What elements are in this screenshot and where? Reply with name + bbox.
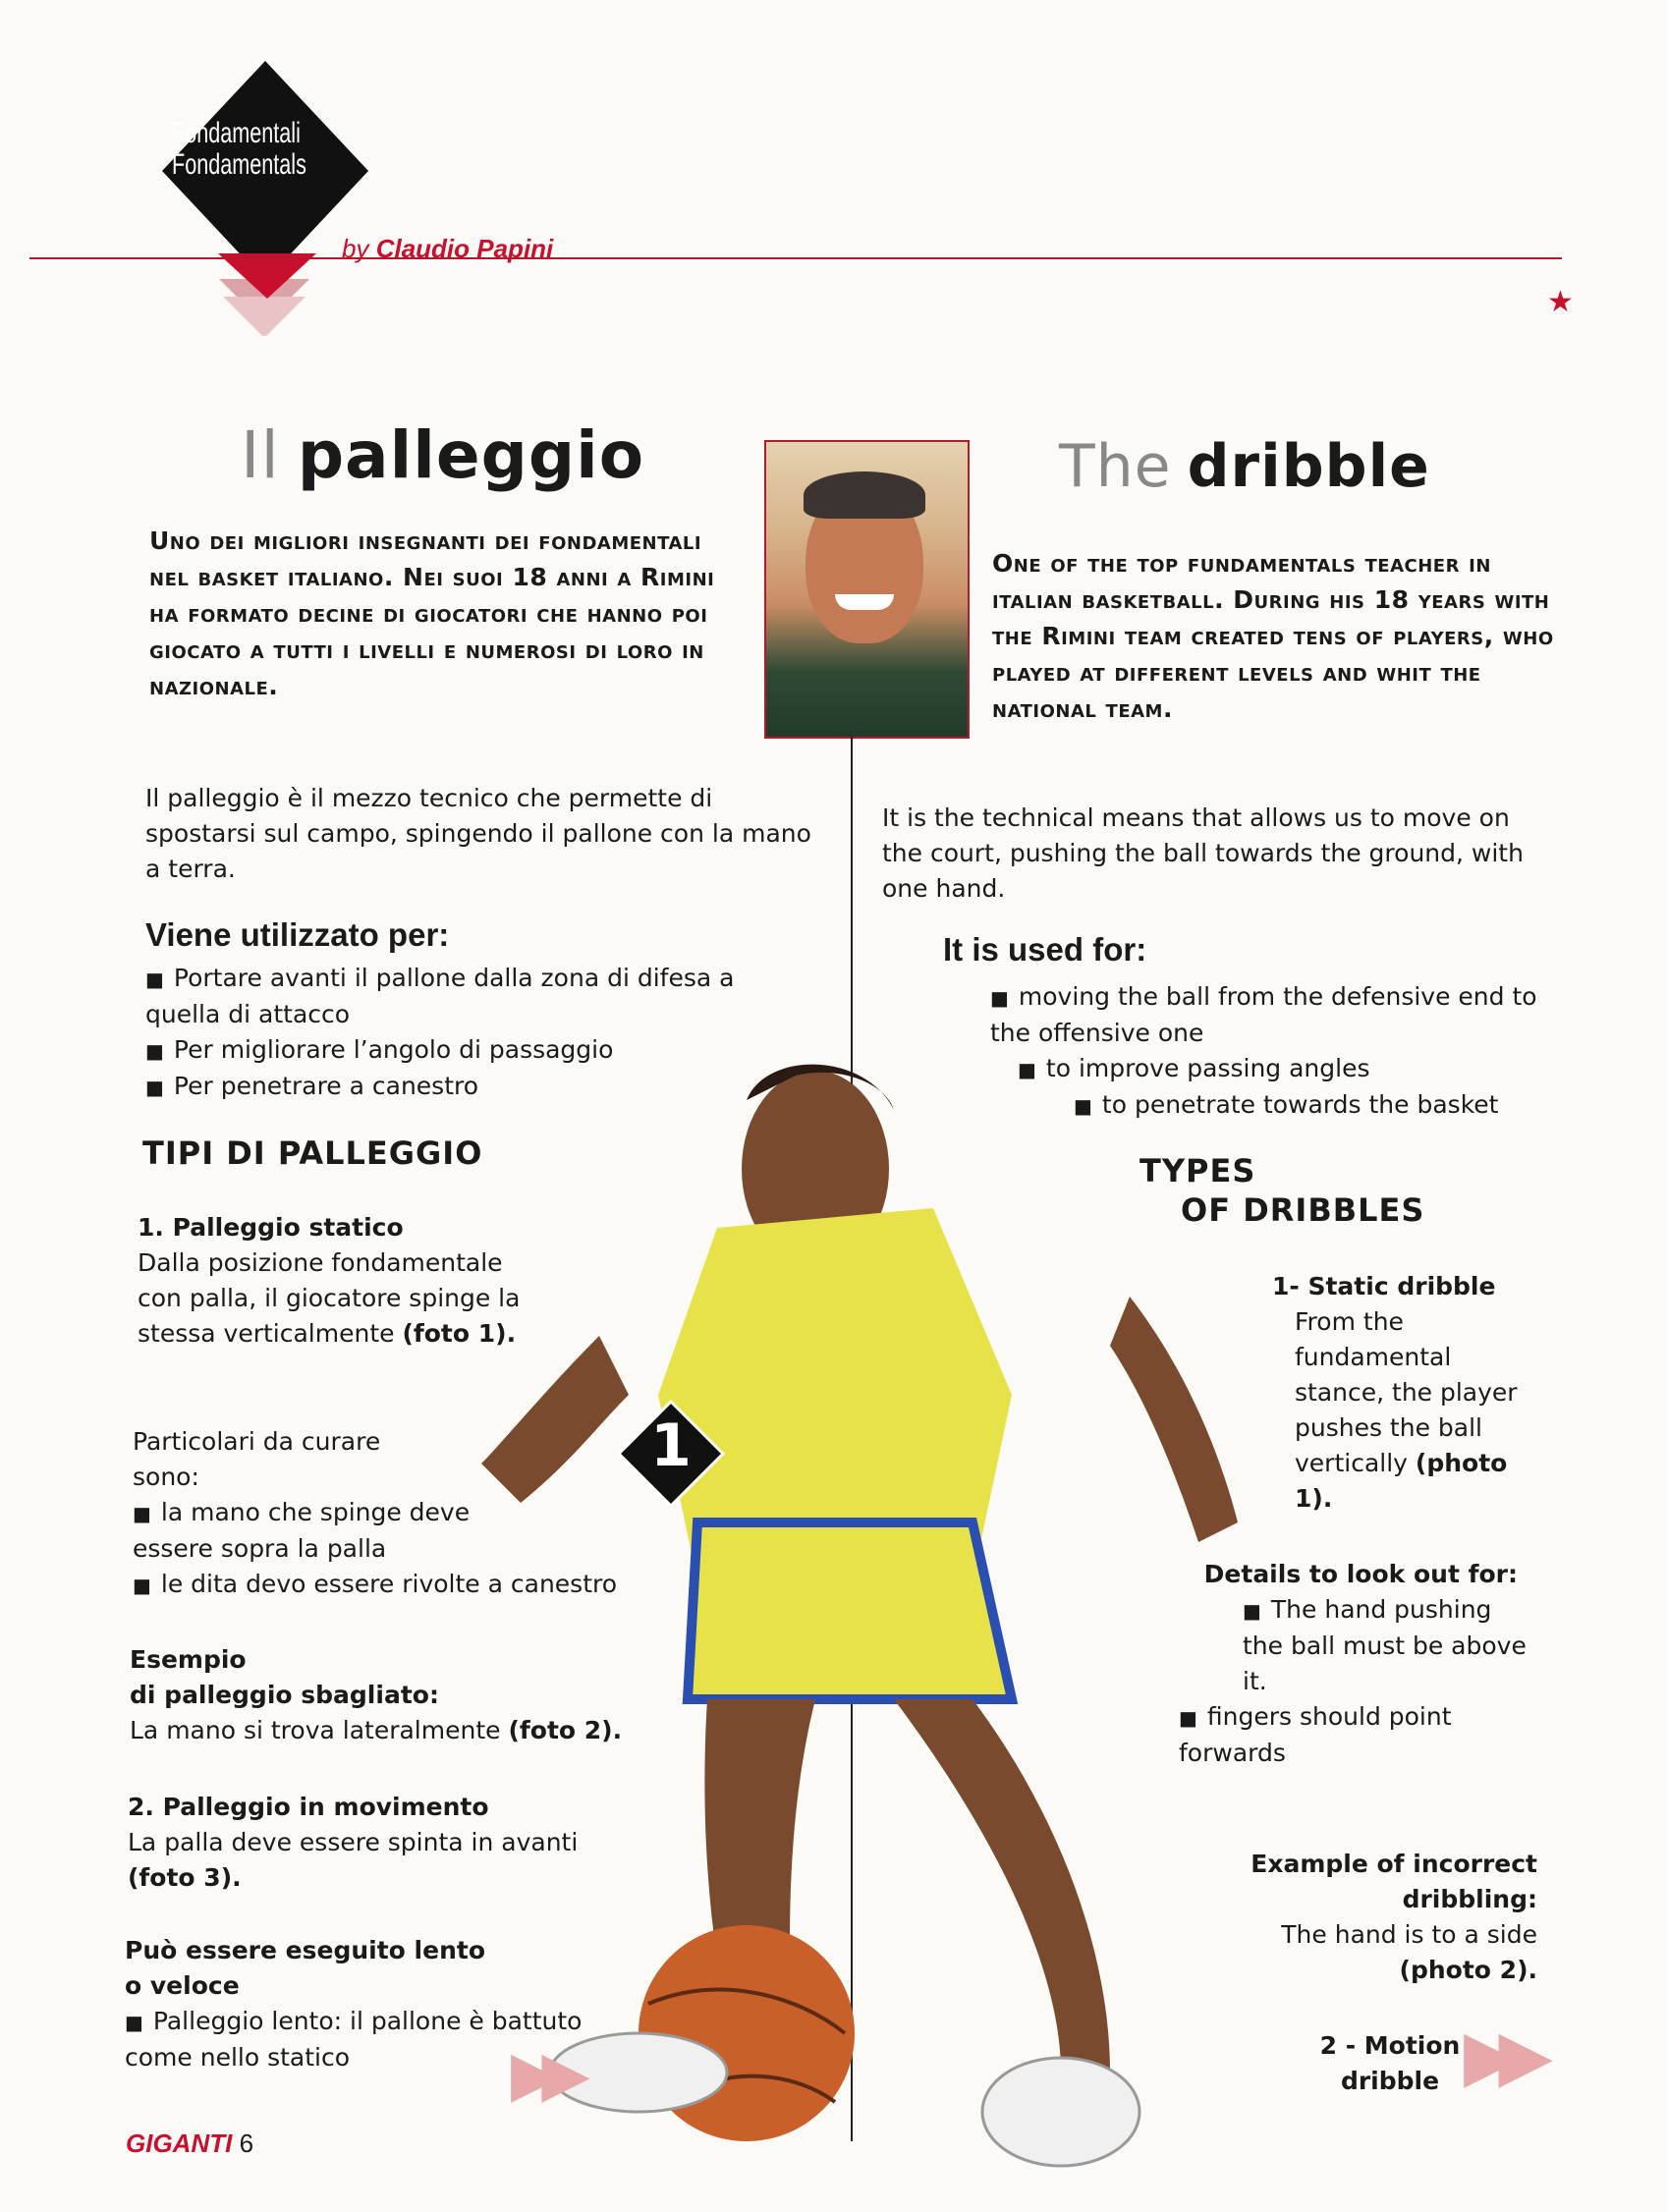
- italian-t1-text-body: Dalla posizione fondamentale con palla, il giocatore spinge la stessa verticalmente: [138, 1248, 521, 1348]
- byline-author: Claudio Papini: [375, 234, 554, 263]
- author-photo: [764, 440, 970, 739]
- english-title-b: dribble: [1187, 432, 1430, 501]
- italian-t2-title: 2. Palleggio in movimento: [128, 1793, 489, 1821]
- english-wrong-ref: (photo 2).: [1399, 1956, 1537, 1984]
- footer-page: 6: [239, 2129, 254, 2158]
- italian-wrong-text: La mano si trova lateralmente: [130, 1716, 501, 1744]
- english-types-heading-1: TYPES: [1139, 1152, 1256, 1189]
- footer: [126, 2129, 253, 2159]
- italian-speed-item: ■ Palleggio lento: il pallone è battuto come nello statico: [125, 2004, 596, 2075]
- italian-used-item: ■ Portare avanti il pallone dalla zona di difesa a quella di attacco: [145, 961, 794, 1032]
- italian-details-item: ■ la mano che spinge deve essere sopra la palla: [133, 1495, 506, 1567]
- tag-triangle-icon: [218, 253, 316, 322]
- player-photo: [422, 972, 1306, 2212]
- italian-title-a: Il: [241, 417, 280, 493]
- italian-wrong-title-1: Esempio: [130, 1645, 247, 1674]
- english-t1-title: 1- Static dribble: [1272, 1272, 1496, 1300]
- english-used-item: ■ to penetrate towards the basket: [990, 1087, 1560, 1124]
- italian-used-item: ■ Per penetrare a canestro: [145, 1069, 794, 1105]
- italian-t1-title: 1. Palleggio statico: [138, 1213, 404, 1242]
- italian-used-heading: Viene utilizzato per:: [145, 916, 450, 953]
- english-title: [1059, 432, 1430, 501]
- italian-speed-title-2: o veloce: [125, 1971, 240, 2000]
- english-details-item: ■ fingers should point forwards: [1179, 1699, 1513, 1771]
- italian-t2-ref: (foto 3).: [128, 1863, 242, 1892]
- italian-used-item: ■ Per migliorare l’angolo di passaggio: [145, 1032, 794, 1069]
- english-wrong-text: The hand is to a side: [1281, 1920, 1537, 1949]
- english-t1-ref: (photo 1).: [1295, 1449, 1508, 1513]
- english-types-heading-2: OF DRIBBLES: [1181, 1191, 1425, 1229]
- italian-title: [241, 417, 644, 493]
- section-tag-line1: Fondamentali: [172, 117, 301, 149]
- english-used-item: ■ to improve passing angles: [990, 1051, 1560, 1087]
- header-rule-star-icon: ★: [1547, 285, 1574, 319]
- italian-wrong-title-2: di palleggio sbagliato:: [130, 1681, 439, 1709]
- english-details-title: Details to look out for:: [1203, 1560, 1518, 1588]
- english-wrong-title: Example of incorrect dribbling:: [1250, 1850, 1537, 1913]
- english-para: It is the technical means that allows us to move on the court, pushing the ball towards the ground, with one hand.: [882, 803, 1524, 903]
- italian-details-item: ■ le dita devo essere rivolte a canestro: [133, 1567, 643, 1603]
- english-used-heading: It is used for:: [943, 931, 1147, 968]
- section-tag-line2: Fondamentals: [172, 148, 306, 181]
- english-t1-text: [1295, 1304, 1521, 1517]
- italian-details-intro: Particolari da curare sono:: [133, 1427, 381, 1491]
- english-details-item: ■ The hand pushing the ball must be above it.: [1179, 1592, 1537, 1699]
- italian-speed-title-1: Può essere eseguito lento: [125, 1936, 485, 1964]
- english-title-a: The: [1059, 432, 1172, 501]
- byline: [342, 234, 553, 264]
- italian-wrong-ref: (foto 2).: [508, 1716, 623, 1744]
- english-intro: One of the top fundamentals teacher in italian basketball. During his 18 years with the Rimini team created tens of players, who played at different levels and whit the national team.: [992, 549, 1554, 723]
- english-t2-title: 2 - Motion dribble: [1319, 2031, 1461, 2095]
- italian-title-b: palleggio: [297, 417, 645, 493]
- italian-types-heading: TIPI DI PALLEGGIO: [142, 1134, 483, 1172]
- continue-arrow-icon: ▶▶: [511, 2038, 573, 2111]
- italian-t1-ref: (foto 1).: [402, 1319, 517, 1348]
- footer-magazine: GIGANTI: [126, 2129, 233, 2158]
- italian-intro: Uno dei migliori insegnanti dei fondamentali nel basket italiano. Nei suoi 18 anni a Rimini ha formato decine di giocatori che hanno poi giocato a tutti i livelli e numerosi di loro in nazionale.: [149, 526, 715, 700]
- continue-arrow-icon: ▶▶: [1464, 2014, 1533, 2096]
- italian-para: Il palleggio è il mezzo tecnico che permette di spostarsi sul campo, spingendo il pallone con la mano a terra.: [145, 784, 811, 883]
- english-used-item: ■ moving the ball from the defensive end to the offensive one: [990, 979, 1560, 1051]
- english-t1-text-body: From the fundamental stance, the player pushes the ball vertically: [1295, 1307, 1518, 1477]
- byline-by: by: [342, 234, 369, 263]
- italian-t2-text: La palla deve essere spinta in avanti: [128, 1828, 579, 1856]
- header-rule: [29, 257, 1562, 259]
- photo-number: 1: [650, 1411, 692, 1480]
